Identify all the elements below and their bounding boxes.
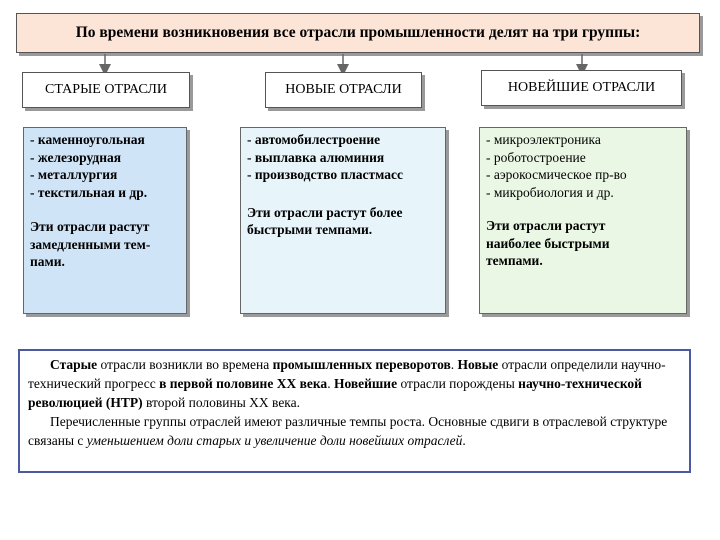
list-item: - автомобилестроение: [247, 132, 381, 147]
new-industries-description: [247, 204, 439, 239]
diagram-title-text: По времени возникновения все отрасли промышленности делят на три группы:: [75, 24, 641, 41]
new-industries-box: [240, 127, 446, 314]
list-item: - металлургия: [30, 167, 118, 182]
summary-text: увеличение доли новейших отраслей: [254, 433, 463, 448]
summary-text: второй половины XX века.: [142, 395, 301, 410]
description-line: Эти отрасли растут: [30, 219, 150, 234]
description-line: замедленными тем-: [30, 236, 151, 252]
summary-text: Перечисленные группы отраслей имеют различные темпы роста. Основные сдвиги в отраслевой структуре связаны с: [28, 414, 668, 448]
description-line: пами.: [30, 254, 65, 269]
summary-text: промышленных переворотов: [272, 357, 451, 372]
summary-text: и: [240, 433, 255, 448]
summary-paragraph-2: [28, 412, 681, 450]
summary-text: .: [450, 357, 458, 372]
old-industries-description: [30, 218, 180, 271]
new-industries-list: [247, 131, 439, 184]
old-industries-box: [23, 127, 187, 314]
list-item: - железорудная: [30, 149, 122, 165]
summary-text: Новейшие: [333, 376, 398, 391]
summary-box: [18, 349, 691, 473]
summary-text: отрасли определили научно-технический прогресс: [28, 357, 666, 391]
summary-text: .: [327, 376, 334, 391]
header-new-label: НОВЫЕ ОТРАСЛИ: [285, 82, 402, 97]
newest-industries-description: [486, 217, 680, 270]
header-old-industries: [22, 72, 190, 108]
old-industries-list: [30, 131, 180, 201]
summary-text: .: [462, 433, 466, 448]
description-line: Эти отрасли растут более: [247, 204, 403, 220]
summary-text: отрасли возникли во времена: [97, 357, 273, 372]
header-old-label: СТАРЫЕ ОТРАСЛИ: [44, 82, 167, 97]
description-line: наиболее быстрыми: [486, 235, 610, 251]
summary-text: отрасли порождены: [397, 376, 519, 391]
summary-text: Старые: [50, 357, 98, 372]
list-item: - выплавка алюминия: [247, 149, 385, 165]
header-newest-industries: [481, 70, 682, 106]
description-line: Эти отрасли растут: [486, 218, 606, 233]
summary-text: в первой половине XX века: [159, 376, 328, 391]
list-item: - микробиология и др.: [486, 184, 614, 200]
newest-industries-box: [479, 127, 687, 314]
header-newest-label: НОВЕЙШИЕ ОТРАСЛИ: [507, 80, 656, 95]
list-item: - текстильная и др.: [30, 184, 148, 200]
list-item: - аэрокосмическое пр-во: [486, 167, 627, 182]
summary-text: научно-технической революцией (НТР): [28, 376, 642, 410]
list-item: - микроэлектроника: [486, 132, 601, 147]
newest-industries-list: [486, 131, 680, 201]
summary-text: Новые: [457, 357, 499, 372]
description-line: темпами.: [486, 253, 543, 268]
list-item: - производство пластмасс: [247, 167, 404, 182]
header-new-industries: [265, 72, 422, 108]
description-line: быстрыми темпами.: [247, 222, 373, 237]
summary-paragraph-1: [28, 355, 681, 412]
summary-text: уменьшением доли старых: [86, 433, 241, 448]
list-item: - роботостроение: [486, 149, 586, 165]
list-item: - каменноугольная: [30, 132, 145, 147]
